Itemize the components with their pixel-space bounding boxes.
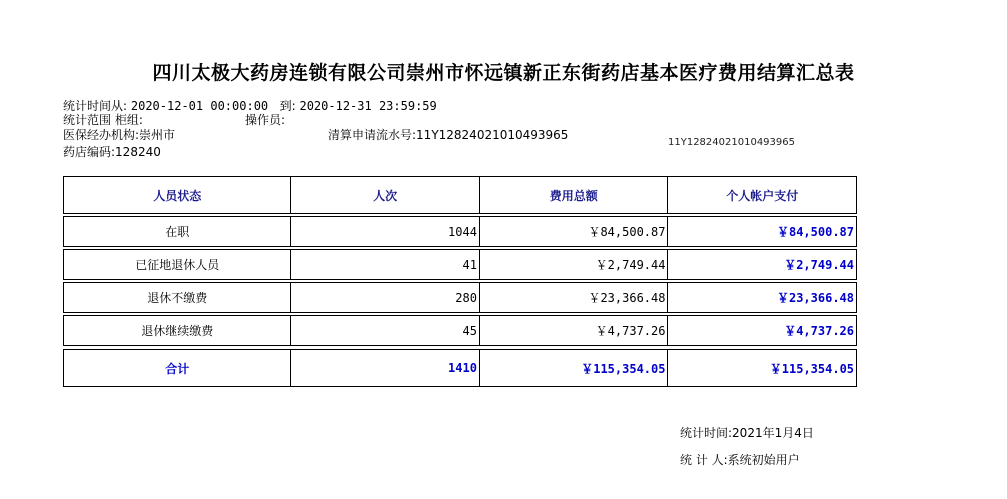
start-time: 2020-12-01 00:00:00 — [130, 99, 269, 113]
row-status: 退休继续缴费 — [64, 316, 291, 345]
table-total-row — [63, 349, 857, 387]
row-total: ￥84,500.87 — [480, 217, 669, 246]
row-status: 已征地退休人员 — [64, 250, 291, 279]
time-range — [63, 99, 437, 113]
total-label: 合计 — [64, 350, 291, 386]
header-count: 人次 — [291, 177, 480, 213]
table-row — [63, 315, 857, 346]
header-personal: 个人帐户支付 — [726, 188, 799, 203]
row-total: ￥4,737.26 — [480, 316, 669, 345]
report-title: 四川太极大药房连锁有限公司崇州市怀远镇新正东街药店基本医疗费用结算汇总表 — [152, 62, 855, 84]
agency-label: 医保经办机构:崇州市 — [63, 128, 176, 142]
row-personal: ￥4,737.26 — [784, 324, 855, 338]
total-count: 1410 — [291, 350, 480, 386]
time-range-label: 统计时间从: — [63, 99, 128, 113]
operator-label: 操作员: — [245, 113, 286, 127]
footer-stat-time: 统计时间:2021年1月4日 — [680, 426, 814, 440]
total-amount: ￥115,354.05 — [480, 350, 669, 386]
table-header — [63, 176, 857, 214]
total-personal: ￥115,354.05 — [769, 361, 855, 376]
serial-label: 清算申请流水号:11Y12824021010493965 — [328, 128, 569, 142]
row-count: 280 — [291, 283, 480, 312]
header-status: 人员状态 — [64, 177, 291, 213]
row-status: 在职 — [64, 217, 291, 246]
table-row — [63, 216, 857, 247]
row-personal: ￥23,366.48 — [776, 291, 855, 305]
row-total: ￥23,366.48 — [480, 283, 669, 312]
row-count: 41 — [291, 250, 480, 279]
serial-small: 11Y12824021010493965 — [668, 137, 795, 148]
row-personal: ￥84,500.87 — [776, 225, 855, 239]
row-count: 45 — [291, 316, 480, 345]
row-personal: ￥2,749.44 — [784, 258, 855, 272]
row-count: 1044 — [291, 217, 480, 246]
row-status: 退休不缴费 — [64, 283, 291, 312]
to-label: 到: — [279, 99, 296, 113]
store-code: 药店编码:128240 — [63, 145, 161, 159]
header-total: 费用总额 — [480, 177, 669, 213]
end-time: 2020-12-31 23:59:59 — [299, 99, 437, 113]
row-total: ￥2,749.44 — [480, 250, 669, 279]
scope-label: 统计范围 柜组: — [63, 113, 143, 127]
table-row — [63, 249, 857, 280]
footer-stat-person: 统 计 人:系统初始用户 — [680, 453, 800, 467]
table-row — [63, 282, 857, 313]
